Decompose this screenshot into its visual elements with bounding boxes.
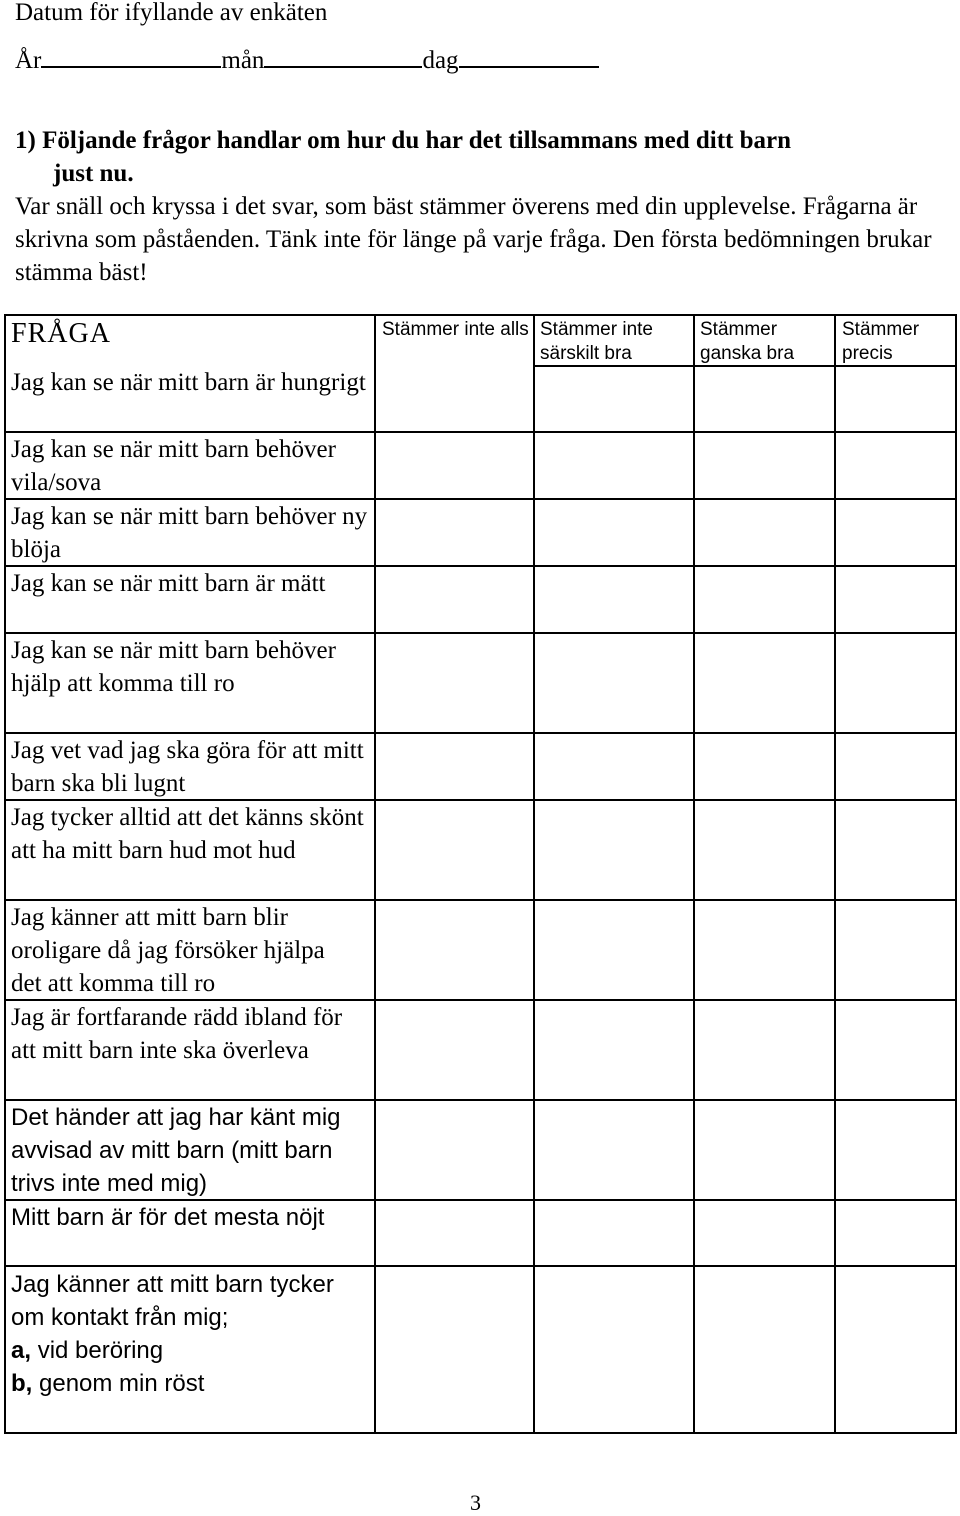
answer-header-fairly-well: Stämmer ganska bra bbox=[700, 319, 795, 364]
year-field[interactable] bbox=[41, 46, 221, 68]
year-label: År bbox=[15, 47, 42, 74]
option-b-text: genom min röst bbox=[39, 1370, 205, 1397]
question-row-1: Jag kan se när mitt barn är hungrigt bbox=[11, 369, 366, 396]
column-divider bbox=[834, 314, 836, 1433]
question-row-2: Jag kan se när mitt barn behöver vila/sova bbox=[11, 436, 336, 496]
question-row-3: Jag kan se när mitt barn behöver ny blöja bbox=[11, 503, 368, 563]
option-b-label: b, bbox=[11, 1370, 33, 1397]
answer-header-not-at-all: Stämmer inte alls bbox=[382, 319, 529, 340]
question-row-8: Jag känner att mitt barn blir oroligare då jag försöker hjälpa det att komma till ro bbox=[11, 904, 325, 997]
question-row-10: Det händer att jag har känt mig avvisad av mitt barn (mitt barn trivs inte med mig) bbox=[11, 1104, 341, 1197]
day-field[interactable] bbox=[459, 46, 599, 68]
question-heading bbox=[15, 124, 945, 190]
column-divider bbox=[533, 314, 535, 1433]
question-column-header: FRÅGA bbox=[11, 318, 111, 349]
intro-block bbox=[15, 124, 945, 289]
row-divider bbox=[4, 1265, 957, 1267]
answer-header-not-particularly: Stämmer inte särskilt bra bbox=[540, 319, 653, 364]
question-row-4: Jag kan se när mitt barn är mätt bbox=[11, 570, 326, 597]
month-label: mån bbox=[221, 47, 265, 74]
question-row-12 bbox=[11, 1268, 371, 1400]
table-right-border bbox=[955, 314, 957, 1433]
option-a bbox=[11, 1334, 371, 1367]
month-field[interactable] bbox=[264, 46, 422, 68]
question-heading-line1: 1) Följande frågor handlar om hur du har det tillsammans med ditt barn bbox=[15, 127, 792, 154]
answer-header-exactly: Stämmer precis bbox=[842, 319, 920, 364]
column-divider bbox=[693, 314, 695, 1433]
question-row-6: Jag vet vad jag ska göra för att mitt barn ska bli lugnt bbox=[11, 737, 364, 797]
question-row-7: Jag tycker alltid att det känns skönt att ha mitt barn hud mot hud bbox=[11, 804, 364, 864]
column-divider bbox=[374, 314, 376, 1433]
question-row-11: Mitt barn är för det mesta nöjt bbox=[11, 1204, 325, 1231]
date-fields-row bbox=[15, 46, 599, 76]
table-left-border bbox=[4, 314, 6, 1433]
table-top-border bbox=[4, 314, 957, 316]
question-row-12-text: Jag känner att mitt barn tycker om kontakt från mig; bbox=[11, 1271, 334, 1331]
table-bottom-border bbox=[4, 1432, 957, 1434]
question-heading-line2: just nu. bbox=[53, 160, 134, 187]
day-label: dag bbox=[422, 47, 459, 74]
question-row-9: Jag är fortfarande rädd ibland för att mitt barn inte ska överleva bbox=[11, 1004, 343, 1064]
option-b bbox=[11, 1367, 371, 1400]
instructions-text: Var snäll och kryssa i det svar, som bäst stämmer överens med din upplevelse. Frågarna är skrivna som påståenden. Tänk inte för länge på varje fråga. Den första bedömningen brukar stämma bäst! bbox=[15, 193, 932, 286]
page-number: 3 bbox=[470, 1490, 481, 1515]
option-a-text: vid beröring bbox=[37, 1337, 164, 1364]
option-a-label: a, bbox=[11, 1337, 32, 1364]
question-row-5: Jag kan se när mitt barn behöver hjälp att komma till ro bbox=[11, 637, 336, 697]
date-section-title: Datum för ifyllande av enkäten bbox=[15, 0, 328, 26]
